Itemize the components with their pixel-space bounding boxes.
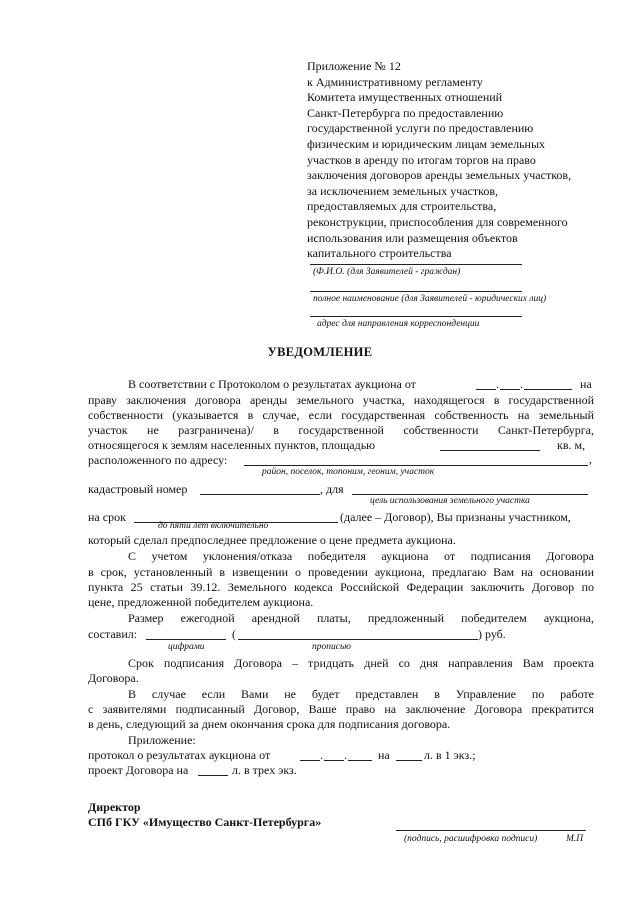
header-line: к Административному регламенту bbox=[307, 74, 483, 89]
document-page: Приложение № 12 к Административному регламенту Комитета имущественных отношений Санкт-Петербурга по предоставлению государственной услуги по предоставлению физическим и юридическим лицам земельных участков в аренду по итогам торгов на право заключения договоров аренды земельных участков, за исключением земельных участков, предоставляемых для строительства, реконструкции, приспособления для современного использования или размещения объектов капитального строительства (Ф.И.О. (для Заявителей - граждан) полное наименование (для Заявителей - юридических лиц) адрес для направления корреспонденции УВЕДОМЛЕНИЕ В соответствии с Протоколом о результатах аукциона от . . на праву заключения договора аренды земельного участка, находящегося в государственной собственности (указывается в случае, если государственная собственность на земельный участок не разграничена)/ в государственной собственности Санкт-Петербурга, относящегося к землям населенных пунктов, площадью кв. м, расположенного по адресу: , район, поселок, топоним, геоним, участок кадастровый номер , для цель использования земельного участка на срок (далее – Договор), Вы признаны участником, до пяти лет включительно который сделал предпоследнее предложение о цене предмета аукциона. С учетом уклонения/отказа победителя аукциона от подписания Договора в срок, установленный в извещении о проведении аукциона, предлагаю Вам на основании пункта 25 статьи 39.12. Земельного кодекса Российской Федерации заключить Договор по цене, предложенной победителем аукциона. Размер ежегодной арендной платы, предложенный победителем аукциона, составил: ( ) руб. цифрами прописью Срок подписания Договора – тридцать дней со дня направления Вам проекта Договора. В случае если Вами не будет представлен в Управление по работе с заявителями подписанный Договор, Ваше право на заключение Договора прекратится в день, следующий за днем окончания срока для подписания договора. Приложение: протокол о результатах аукциона от . . на л. в 1 экз.; проект Договора на л. в трех экз. Директор СПб ГКУ «Имущество Санкт-Петербурга» (подпись, расшифровка подписи) М.П bbox=[0, 0, 640, 905]
body-text: на bbox=[580, 377, 592, 391]
draft-pages-blank bbox=[198, 775, 228, 776]
body-text: праву заключения договора аренды земельного участка, находящегося в государственной bbox=[88, 393, 594, 407]
header-line: Приложение № 12 bbox=[307, 59, 401, 73]
body-text: в день, следующий за днем окончания срока для подписания договора. bbox=[88, 717, 451, 731]
attachment-item: проект Договора на bbox=[88, 763, 189, 777]
header-line: Комитета имущественных отношений bbox=[307, 90, 503, 105]
cadastral-blank bbox=[200, 494, 320, 495]
appendix-header bbox=[307, 59, 571, 262]
attachment-item: протокол о результатах аукциона от bbox=[88, 748, 271, 762]
body-text: собственности (указывается в случае, если государственная собственность на земельный bbox=[88, 408, 594, 422]
legal-name-label: полное наименование (для Заявителей - юридических лиц) bbox=[313, 294, 547, 304]
body-text: С учетом уклонения/отказа победителя аукциона от подписания Договора bbox=[128, 549, 594, 563]
purpose-hint: цель использования земельного участка bbox=[370, 496, 530, 506]
body-text: л. в 1 экз.; bbox=[424, 748, 476, 762]
body-text: в срок, установленный в извещении о проведении аукциона, предлагаю Вам на основании bbox=[88, 565, 594, 579]
att-day-blank bbox=[300, 760, 320, 761]
purpose-blank bbox=[352, 494, 588, 495]
month-blank bbox=[500, 389, 520, 390]
address-line bbox=[310, 316, 522, 317]
body-text: пункта 25 статьи 39.12. Земельного кодекса Российской Федерации заключить Договор по bbox=[88, 580, 594, 594]
body-text: ) руб. bbox=[478, 627, 506, 641]
body-text: на bbox=[378, 748, 390, 762]
rent-words-blank bbox=[238, 639, 478, 640]
body-text: ( bbox=[232, 627, 236, 641]
body-text: л. в трех экз. bbox=[232, 763, 297, 777]
words-hint: прописью bbox=[312, 642, 351, 652]
body-text: Размер ежегодной арендной платы, предложенный победителем аукциона, bbox=[128, 611, 594, 625]
header-line: капитального строительства bbox=[307, 246, 452, 261]
area-blank bbox=[440, 450, 540, 451]
signatory-organization: СПб ГКУ «Имущество Санкт-Петербурга» bbox=[88, 815, 322, 829]
body-text: Договора. bbox=[88, 671, 139, 685]
header-line: использования или размещения объектов bbox=[307, 230, 518, 245]
signature-label: (подпись, расшифровка подписи) bbox=[404, 834, 538, 844]
body-text: относящегося к землям населенных пунктов, площадью bbox=[88, 438, 376, 452]
header-line: участков в аренду по итогам торгов на право bbox=[307, 152, 536, 167]
body-text: , для bbox=[320, 482, 344, 496]
body-text: который сделал предпоследнее предложение о цене предмета аукциона. bbox=[88, 533, 456, 547]
document-title: УВЕДОМЛЕНИЕ bbox=[267, 345, 373, 359]
header-line: заключения договоров аренды земельных участков, bbox=[307, 168, 572, 183]
header-line: физическим и юридическим лицам земельных bbox=[307, 136, 546, 151]
header-line: государственной услуги по предоставлению bbox=[307, 121, 534, 136]
legal-name-line bbox=[310, 291, 522, 292]
body-text: расположенного по адресу: bbox=[88, 453, 228, 467]
term-hint: до пяти лет включительно bbox=[158, 521, 269, 531]
body-text: В соответствии с Протоколом о результатах аукциона от bbox=[128, 377, 416, 391]
header-line: реконструкции, приспособления для современного bbox=[307, 214, 568, 229]
body-text: участок не разграничена)/ в государственной собственности Санкт-Петербурга, bbox=[88, 423, 594, 437]
body-text: с заявителями подписанный Договор, Ваше право на заключение Договора прекратится bbox=[88, 702, 594, 716]
body-text: Срок подписания Договора – тридцать дней со дня направления Вам проекта bbox=[128, 656, 594, 670]
header-line: за исключением земельных участков, bbox=[307, 183, 499, 198]
att-month-blank bbox=[324, 760, 344, 761]
body-text: (далее – Договор), Вы признаны участником, bbox=[340, 510, 571, 524]
body-text: на срок bbox=[88, 510, 126, 524]
address-label: адрес для направления корреспонденции bbox=[317, 319, 480, 329]
body-text: составил: bbox=[88, 627, 138, 641]
body-text: кадастровый номер bbox=[88, 482, 188, 496]
body-text: В случае если Вами не будет представлен в Управление по работе bbox=[128, 687, 594, 701]
signature-line bbox=[396, 830, 586, 831]
address-hint: район, поселок, топоним, геоним, участок bbox=[262, 467, 435, 477]
attachments-title: Приложение: bbox=[128, 733, 196, 747]
stamp-label: М.П bbox=[566, 834, 584, 844]
digits-hint: цифрами bbox=[168, 642, 205, 652]
fio-line bbox=[310, 264, 522, 265]
signatory-position: Директор bbox=[88, 800, 141, 814]
header-line: предоставляемых для строительства, bbox=[307, 199, 497, 214]
body-text: цене, предложенной победителем аукциона. bbox=[88, 595, 314, 609]
fio-label: (Ф.И.О. (для Заявителей - граждан) bbox=[313, 267, 461, 277]
address-blank bbox=[244, 465, 588, 466]
year-blank bbox=[524, 389, 572, 390]
header-line: Санкт-Петербурга по предоставлению bbox=[307, 105, 504, 120]
day-blank bbox=[476, 389, 496, 390]
att-pages-blank bbox=[396, 760, 422, 761]
rent-digits-blank bbox=[146, 639, 226, 640]
att-year-blank bbox=[348, 760, 372, 761]
body-text: кв. м, bbox=[557, 438, 586, 452]
